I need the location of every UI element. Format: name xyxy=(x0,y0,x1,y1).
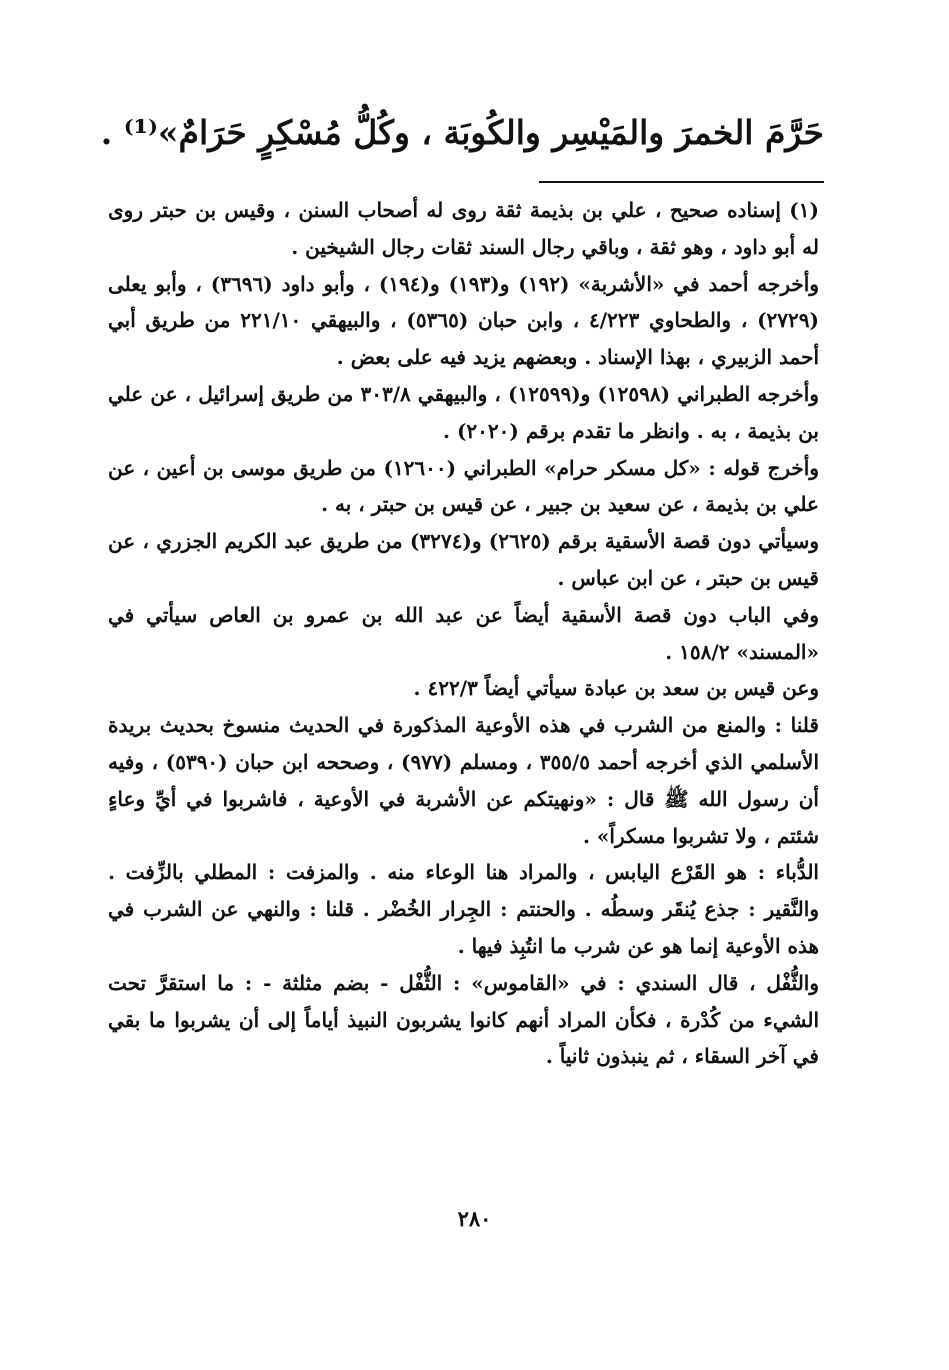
footnote-paragraph: (١) إسناده صحيح ، علي بن بذيمة ثقة روى له أصحاب السنن ، وقيس بن حبتر روى له أبو داود ، وهو ثقة ، وباقي رجال السند ثقات رجال الشيخين . xyxy=(108,198,819,259)
hadith-text: حَرَّمَ الخمرَ والمَيْسِر والكُوبَة ، وكُلُّ مُسْكِرٍ حَرَامٌ»⁽¹⁾ . xyxy=(100,113,824,152)
footnote-paragraph: وعن قيس بن سعد بن عبادة سيأتي أيضاً ٤٢٢/٣ . xyxy=(413,676,819,701)
footnotes xyxy=(108,192,819,1075)
footnote-paragraph: والثُّفْل ، قال السندي : في «القاموس» : الثُّفْل - بضم مثلثة - : ما استقرَّ تحت الشيء من كُدْرة ، فكأن المراد أنهم كانوا يشربون النبيذ أياماً إلى أن يشربوا ما بقي في آخر السقاء ، ثم ينبذون ثانياً . xyxy=(108,970,819,1069)
footnote-paragraph: وأخرجه الطبراني (١٢٥٩٨) و(١٢٥٩٩) ، والبيهقي ٣٠٣/٨ من طريق إسرائيل ، عن علي بن بذيمة ، به . وانظر ما تقدم برقم (٢٠٢٠) . xyxy=(108,381,819,443)
page-number: ٢٨٠ xyxy=(457,1206,492,1231)
footnote-separator xyxy=(539,181,824,183)
footnote-paragraph: الدُّباء : هو القَرْع اليابس ، والمراد هنا الوعاء منه . والمزفت : المطلي بالزِّفت . والنَّقير : جذع يُنقَر وسطُه . والحنتم : الجِرار الخُضْر . قلنا : والنهي عن الشرب في هذه الأوعية إنما هو عن شرب ما انتُبِذ فيها . xyxy=(108,860,819,958)
footnote-paragraph: وأخرج قوله : «كل مسكر حرام» الطبراني (١٢٦٠٠) من طريق موسى بن أعين ، عن علي بن بذيمة ، عن سعيد بن جبير ، عن قيس بن حبتر ، به . xyxy=(108,455,819,517)
footnote-paragraph: وأخرجه أحمد في «الأشربة» (١٩٢) و(١٩٣) و(١٩٤) ، وأبو داود (٣٦٩٦) ، وأبو يعلى (٢٧٢٩) ، والطحاوي ٤/٢٢٣ ، وابن حبان (٥٣٦٥) ، والبيهقي ٢٢١/١٠ من طريق أبي أحمد الزبيري ، بهذا الإسناد . وبعضهم يزيد فيه على بعض . xyxy=(108,271,819,370)
footnote-paragraph: وفي الباب دون قصة الأسقية أيضاً عن عبد الله بن عمرو بن العاص سيأتي في «المسند» ١٥٨/٢ . xyxy=(108,602,819,664)
footnote-paragraph: قلنا : والمنع من الشرب في هذه الأوعية المذكورة في الحديث منسوخ بحديث بريدة الأسلمي الذي أخرجه أحمد ٣٥٥/٥ ، ومسلم (٩٧٧) ، وصححه ابن حبان (٥٣٩٠) ، وفيه أن رسول الله ﷺ قال : «ونهيتكم عن الأشربة في الأوعية ، فاشربوا في أيِّ وعاءٍ شئتم ، ولا تشربوا مسكراً» . xyxy=(108,713,820,848)
footnote-paragraph: وسيأتي دون قصة الأسقية برقم (٢٦٢٥) و(٣٢٧٤) من طريق عبد الكريم الجزري ، عن قيس بن حبتر ، عن ابن عباس . xyxy=(108,529,820,590)
